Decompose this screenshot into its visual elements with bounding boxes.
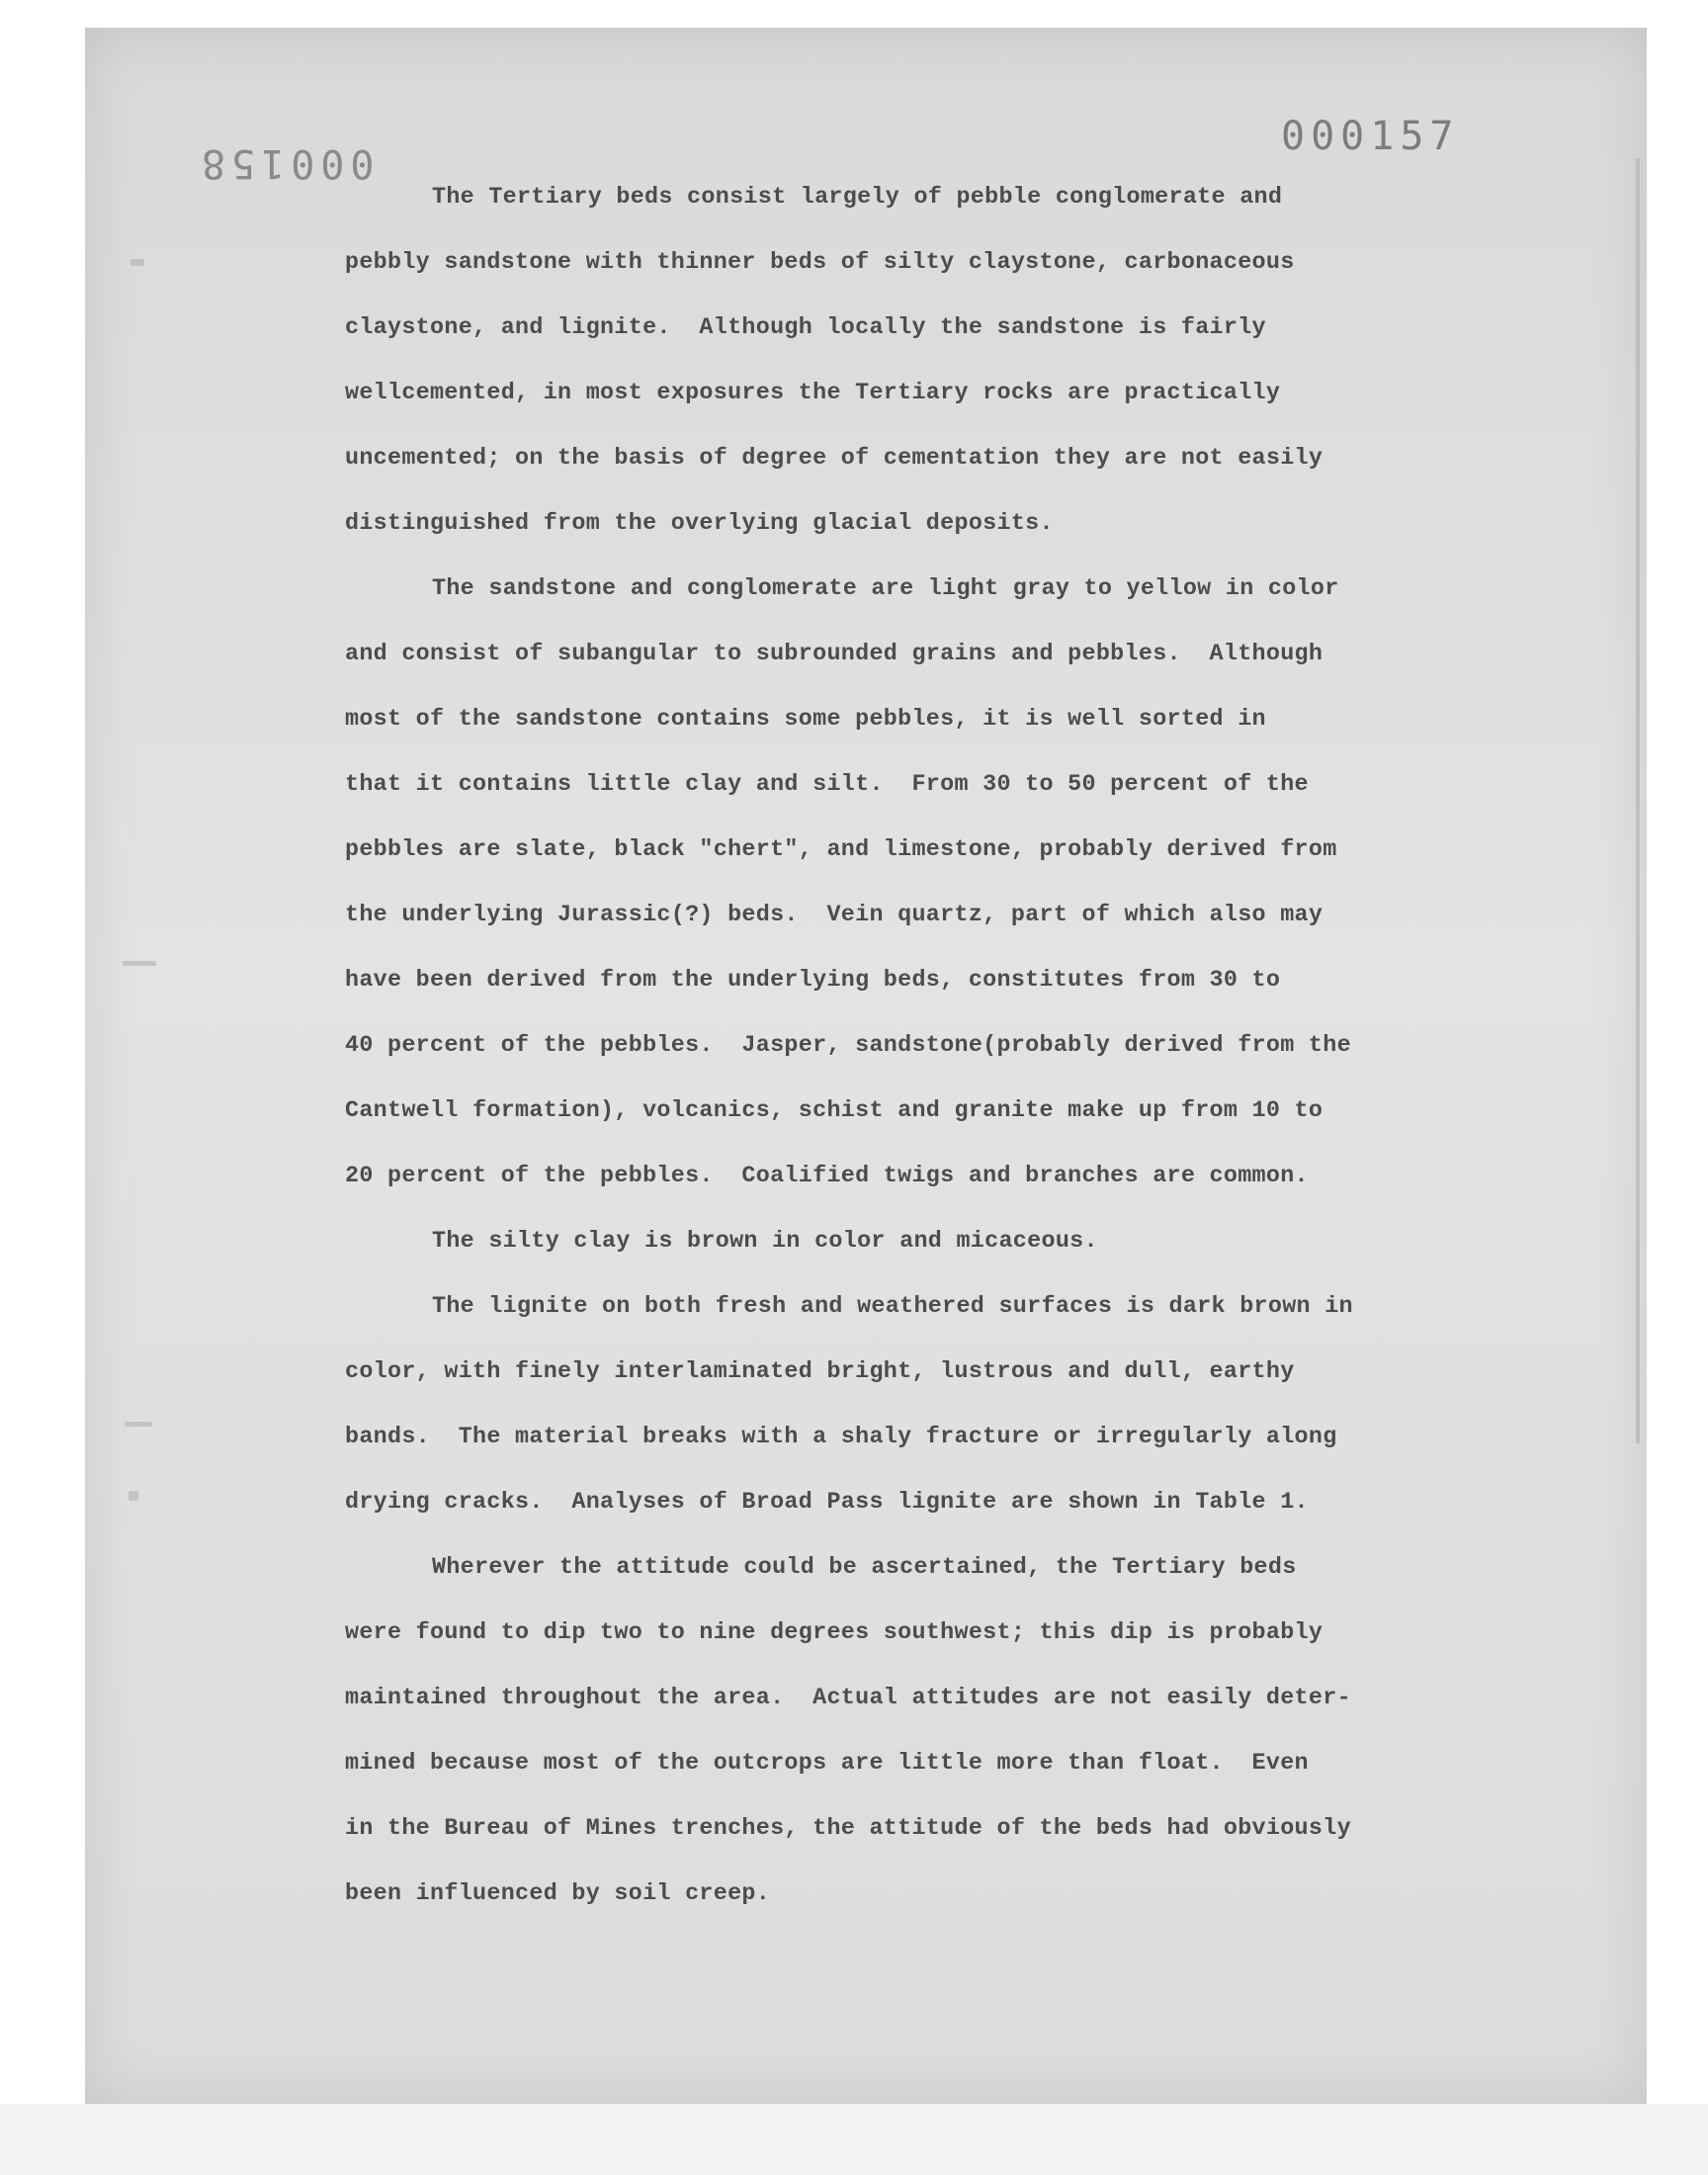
- scan-speck: [130, 259, 144, 266]
- text-line: Cantwell formation), volcanics, schist and granite make up from 10 to: [345, 1098, 1324, 1124]
- scan-margin: [0, 2104, 1708, 2175]
- text-line: were found to dip two to nine degrees southwest; this dip is probably: [345, 1620, 1324, 1646]
- text-line: uncemented; on the basis of degree of cementation they are not easily: [345, 446, 1324, 472]
- text-line: the underlying Jurassic(?) beds. Vein quartz, part of which also may: [345, 903, 1324, 928]
- text-line: that it contains little clay and silt. From 30 to 50 percent of the: [345, 772, 1309, 798]
- text-line: and consist of subangular to subrounded grains and pebbles. Although: [345, 642, 1324, 667]
- page-stamp-left: 000158: [196, 140, 375, 186]
- text-line: The sandstone and conglomerate are light gray to yellow in color: [432, 576, 1339, 602]
- text-line: The silty clay is brown in color and micaceous.: [432, 1229, 1098, 1255]
- page-edge-shadow: [1636, 158, 1640, 1443]
- text-line: in the Bureau of Mines trenches, the attitude of the beds had obviously: [345, 1816, 1351, 1842]
- text-line: Wherever the attitude could be ascertained, the Tertiary beds: [432, 1555, 1297, 1581]
- text-line: most of the sandstone contains some pebbles, it is well sorted in: [345, 707, 1266, 733]
- text-line: been influenced by soil creep.: [345, 1881, 771, 1907]
- text-line: 40 percent of the pebbles. Jasper, sandstone(probably derived from the: [345, 1033, 1351, 1059]
- scan-speck: [125, 1422, 152, 1427]
- scan-speck: [128, 1491, 138, 1501]
- text-line: maintained throughout the area. Actual attitudes are not easily deter-: [345, 1686, 1351, 1711]
- text-line: distinguished from the overlying glacial deposits.: [345, 511, 1054, 537]
- text-line: 20 percent of the pebbles. Coalified twigs and branches are common.: [345, 1164, 1309, 1189]
- text-line: mined because most of the outcrops are little more than float. Even: [345, 1751, 1309, 1777]
- text-line: pebbly sandstone with thinner beds of silty claystone, carbonaceous: [345, 250, 1295, 276]
- scan-speck: [123, 961, 156, 966]
- page-stamp-right: 000157: [1281, 114, 1460, 159]
- text-line: bands. The material breaks with a shaly fracture or irregularly along: [345, 1425, 1337, 1450]
- text-line: The lignite on both fresh and weathered surfaces is dark brown in: [432, 1294, 1353, 1320]
- text-line: The Tertiary beds consist largely of pebble conglomerate and: [432, 185, 1283, 211]
- text-line: color, with finely interlaminated bright, lustrous and dull, earthy: [345, 1359, 1295, 1385]
- text-line: have been derived from the underlying beds, constitutes from 30 to: [345, 968, 1281, 994]
- text-line: claystone, and lignite. Although locally the sandstone is fairly: [345, 315, 1266, 341]
- text-line: wellcemented, in most exposures the Tertiary rocks are practically: [345, 381, 1281, 406]
- text-line: drying cracks. Analyses of Broad Pass lignite are shown in Table 1.: [345, 1490, 1309, 1516]
- text-line: pebbles are slate, black "chert", and limestone, probably derived from: [345, 837, 1337, 863]
